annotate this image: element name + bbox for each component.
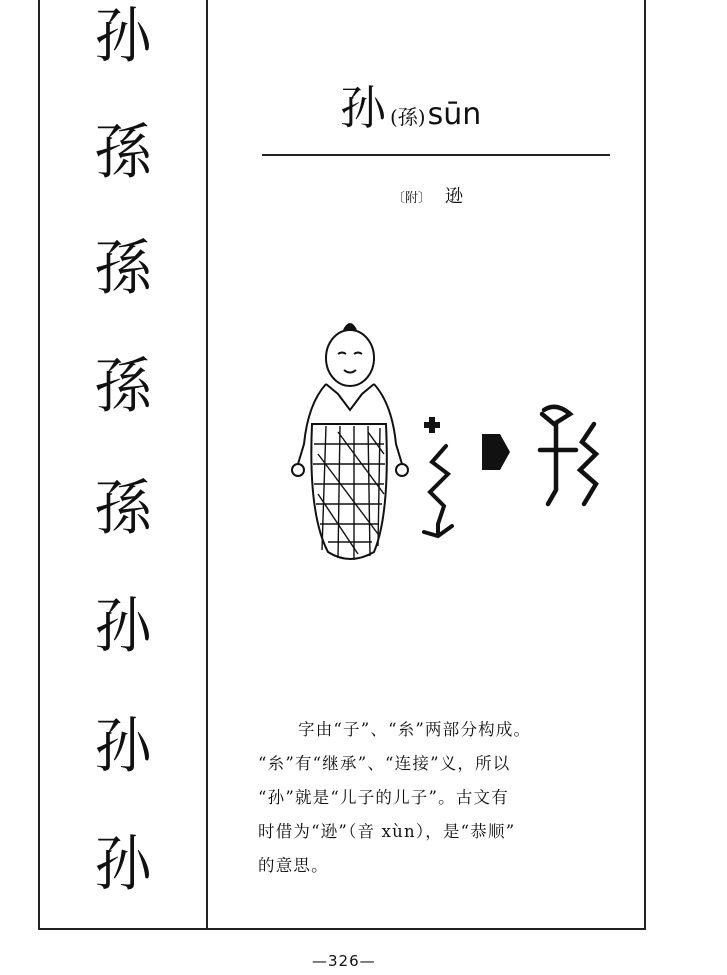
description-line-1: 字由“子”、“糸”两部分构成。	[298, 720, 532, 739]
title-rule	[262, 154, 610, 156]
glyph-form-7: 孙	[94, 712, 152, 782]
description-line-2: “糸”有“继承”、“连接”义，所以	[258, 754, 511, 773]
column-divider	[206, 0, 208, 930]
page-number: —326—	[312, 952, 376, 970]
glyph-forms-column	[40, 0, 206, 928]
appendix-character: 逊	[445, 186, 464, 207]
glyph-form-3: 孫	[94, 234, 152, 304]
ancient-form-icon	[540, 407, 596, 504]
plus-icon	[424, 417, 440, 433]
glyph-form-8: 孙	[94, 830, 152, 900]
glyph-form-6: 孙	[94, 592, 152, 662]
appendix-label: 〔附〕	[392, 191, 432, 206]
description-line-3: “孙”就是“儿子的儿子”。古文有	[258, 788, 509, 807]
glyph-form-1: 孙	[94, 2, 152, 72]
child-figure-icon	[292, 324, 408, 560]
glyph-form-2: 孫	[94, 118, 152, 188]
child-and-glyph-illustration	[278, 314, 618, 574]
entry-traditional: (孫)	[390, 105, 426, 129]
description-line-4: 时借为“逊”（音 xùn），是“恭顺”	[258, 822, 516, 841]
entry-description	[258, 713, 610, 883]
entry-title	[340, 72, 482, 135]
silk-glyph-icon	[424, 446, 452, 536]
glyph-form-5: 孫	[94, 474, 152, 544]
entry-pinyin: sūn	[427, 97, 482, 132]
appendix-line	[392, 182, 463, 208]
description-line-5: 的意思。	[258, 856, 329, 875]
arrow-right-icon	[482, 434, 510, 470]
glyph-form-4: 孫	[94, 352, 152, 422]
illustration	[278, 314, 618, 574]
entry-character: 孙	[340, 81, 386, 135]
